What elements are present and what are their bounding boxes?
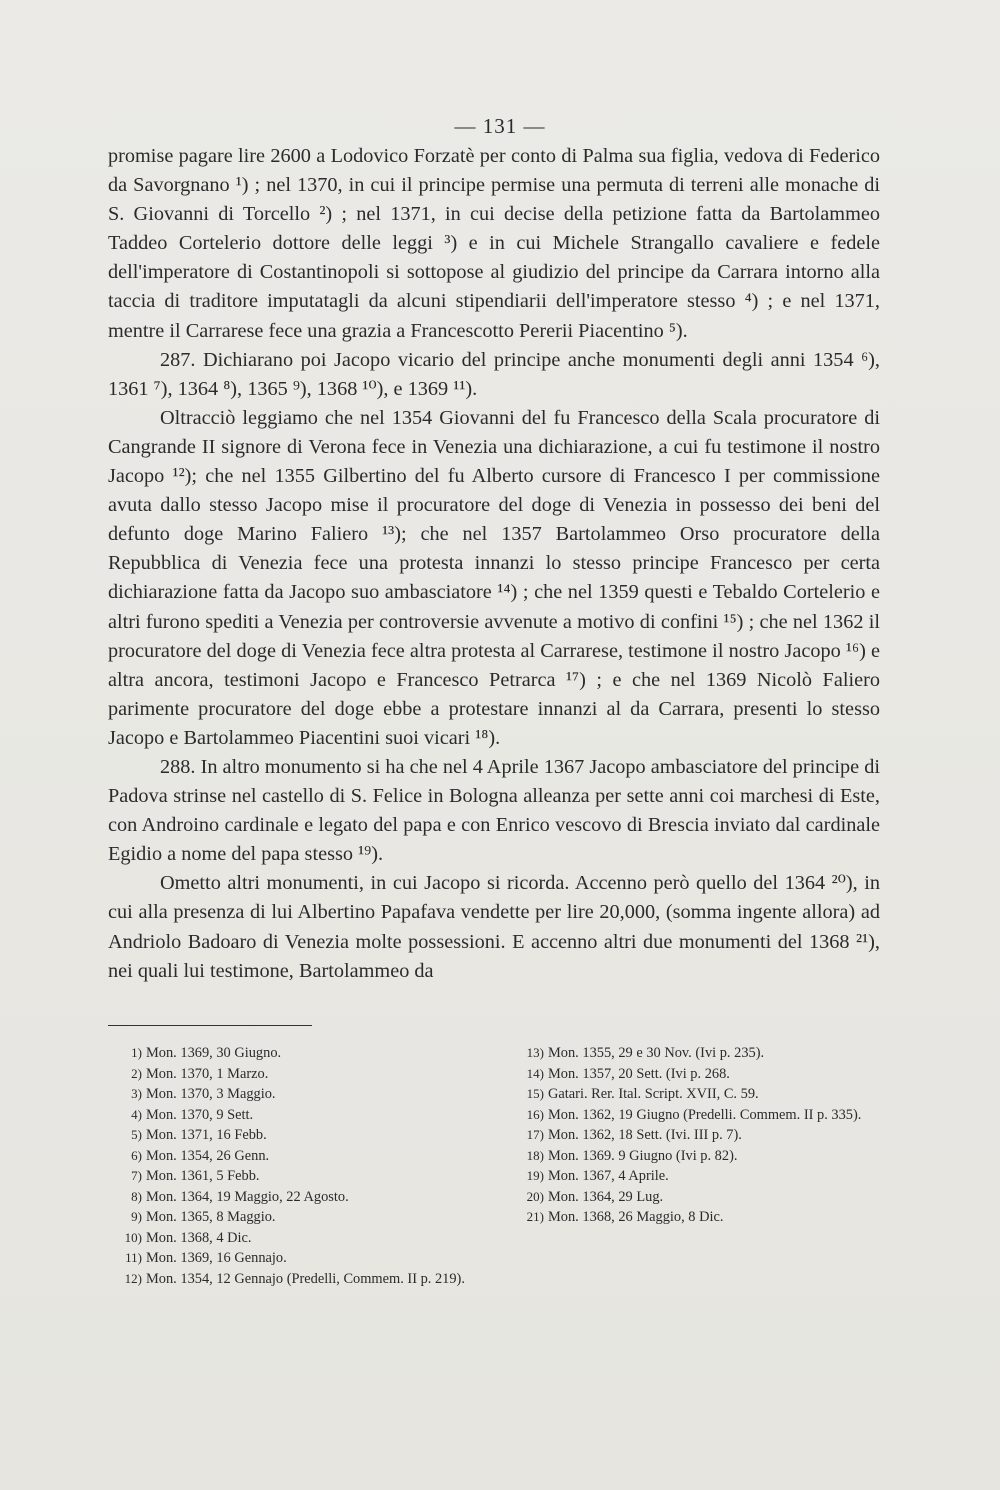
paragraph-1: promise pagare lire 2600 a Lodovico Forzatè per conto di Palma sua figlia, vedova di Federico da Savorgnano ¹) ; nel 1370, in cui il principe permise una permuta di terreni alle monache di S. Giovanni di Torcello ²) ; nel 1371, in cui decise della petizione fatta da Bartolammeo Taddeo Cortelerio dottore delle leggi ³) e in cui Michele Strangallo cavaliere e fedele dell'imperatore di Costantinopoli si sottopose al giudizio del principe da Carrara intorno alla taccia di traditore imputatagli da alcuni stipendiarii dell'imperatore stesso ⁴) ; e nel 1371, mentre il Carrarese fece una grazia a Francescotto Pererii Piacentino ⁵). [108,145,880,342]
footnote-17: 17) Mon. 1362, 18 Sett. (Ivi. III p. 7). [526,1127,742,1144]
footnotes-left-column [108,1043,478,1290]
page-number: — 131 — [454,114,546,138]
paragraph-287: 287. Dichiarano poi Jacopo vicario del principe anche monumenti degli anni 1354 ⁶), 1361 ⁷), 1364 ⁸), 1365 ⁹), 1368 ¹⁰), e 1369 ¹¹). [108,348,880,400]
footnote-21: 21) Mon. 1368, 26 Maggio, 8 Dic. [526,1209,724,1226]
footnote-19: 19) Mon. 1367, 4 Aprile. [526,1168,669,1185]
paragraph-ometto: Ometto altri monumenti, in cui Jacopo si ricorda. Accenno però quello del 1364 ²⁰), in cui alla presenza di lui Albertino Papafava vendette per lire 20,000, (somma ingente allora) ad Andriolo Badoaro di Venezia molte possessioni. E accenno altri due monumenti del 1368 ²¹), nei quali lui testimone, Bartolammeo da [108,872,880,982]
footnote-18: 18) Mon. 1369. 9 Giugno (Ivi p. 82). [526,1147,738,1164]
footnote-14: 14) Mon. 1357, 20 Sett. (Ivi p. 268. [526,1065,730,1082]
footnotes-right-column [510,1043,910,1228]
footnote-4: 4) Mon. 1370, 9 Sett. [131,1106,254,1123]
footnote-11: 11) Mon. 1369, 16 Gennajo. [125,1250,287,1267]
footnote-8: 8) Mon. 1364, 19 Maggio, 22 Agosto. [131,1188,349,1205]
footnote-10: 10) Mon. 1368, 4 Dic. [124,1229,252,1246]
body-text [108,142,880,986]
paragraph-288: 288. In altro monumento si ha che nel 4 Aprile 1367 Jacopo ambasciatore del principe di Padova strinse nel castello di S. Felice in Bologna alleanza per sette anni coi marchesi di Este, con Androino cardinale e legato del papa e con Enrico vescovo di Brescia inviato dal cardinale Egidio a nome del papa stesso ¹⁹). [108,755,880,866]
footnote-13: 13) Mon. 1355, 29 e 30 Nov. (Ivi p. 235). [526,1045,765,1061]
footnote-15: 15) Gatari. Rer. Ital. Script. XVII, C. 59. [526,1086,759,1103]
footnote-16: 16) Mon. 1362, 19 Giugno (Predelli. Commem. II p. 335). [526,1106,862,1123]
footnote-12: 12) Mon. 1354, 12 Gennajo (Predelli, Commem. II p. 219). [124,1271,465,1288]
footnote-7: 7) Mon. 1361, 5 Febb. [131,1168,260,1185]
footnote-1: 1) Mon. 1369, 30 Giugno. [131,1045,282,1061]
footnote-9: 9) Mon. 1365, 8 Maggio. [131,1209,276,1226]
footnote-20: 20) Mon. 1364, 29 Lug. [526,1188,664,1205]
footnote-5: 5) Mon. 1371, 16 Febb. [131,1127,267,1144]
footnote-divider [108,1025,312,1026]
footnote-3: 3) Mon. 1370, 3 Maggio. [131,1086,276,1103]
paragraph-oltraccio: Oltracciò leggiamo che nel 1354 Giovanni del fu Francesco della Scala procuratore di Cangrande II signore di Verona fece in Venezia una dichiarazione, a cui fu testimone il nostro Jacopo ¹²); che nel 1355 Gilbertino del fu Alberto cursore di Francesco I per commissione avuta dallo stesso Jacopo mise il procuratore del doge di Venezia in possesso dei beni del defunto doge Marino Faliero ¹³); che nel 1357 Bartolammeo Orso procuratore della Repubblica di Venezia fece una protesta innanzi lo stesso principe Francesco per certa dichiarazione fatta da Jacopo suo ambasciatore ¹⁴) ; che nel 1359 questi e Tebaldo Cortelerio e altri furono spediti a Venezia per controversie avvenute a motivo di confini ¹⁵) ; che nel 1362 il procuratore del doge di Venezia fece altra protesta al Carrarese, testimone il nostro Jacopo ¹⁶) e altra ancora, testimoni Jacopo e Francesco Petrarca ¹⁷) ; e che nel 1369 Nicolò Faliero parimente procuratore del doge ebbe a protestare innanzi al da Carrara, presenti lo stesso Jacopo e Bartolammeo Piacentini suoi vicari ¹⁸). [108,406,880,749]
footnote-2: 2) Mon. 1370, 1 Marzo. [131,1065,269,1082]
footnote-6: 6) Mon. 1354, 26 Genn. [131,1147,270,1164]
